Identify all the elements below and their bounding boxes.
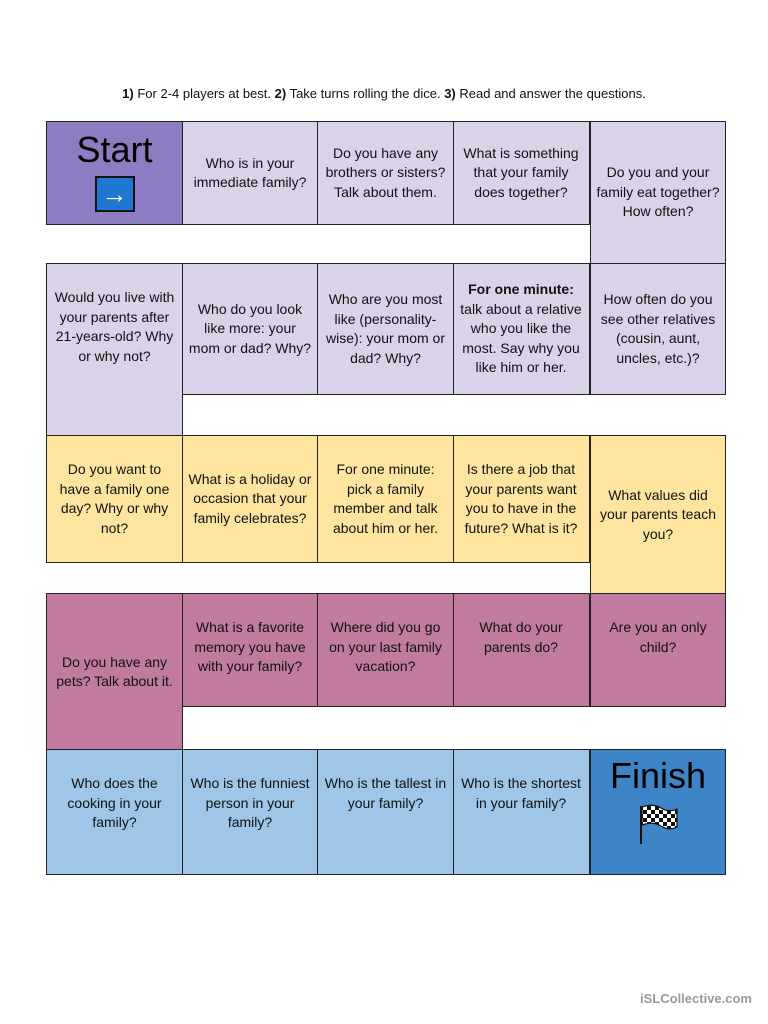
board-cell-r4c2: What is a favorite memory you have with your family? [182,593,319,707]
checkered-flag-icon [635,802,681,846]
finish-cell [590,749,726,875]
board-cell-r3c5: What values did your parents teach you? [590,435,726,595]
board-cell-r2c4: For one minute: talk about a relative who you like the most. Say why you like him or her. [453,263,590,395]
instruction-num-1: 1) [122,86,134,101]
instruction-text-3: Read and answer the questions. [455,86,646,101]
board-cell-r4c4: What do your parents do? [453,593,590,707]
board-cell-r3c1: Do you want to have a family one day? Why or why not? [46,435,183,563]
board-cell-r4c5: Are you an only child? [590,593,726,707]
board-cell-r5c2: Who is the funniest person in your family? [182,749,319,875]
board-cell-r1c4: What is something that your family does together? [453,121,590,225]
right-arrow-icon: → [95,176,135,212]
board-cell-r1c3: Do you have any brothers or sisters? Talk about them. [317,121,454,225]
board-cell-r2c3: Who are you most like (personality-wise): your mom or dad? Why? [317,263,454,395]
instruction-num-2: 2) [274,86,287,101]
board-cell-r3c2: What is a holiday or occasion that your family celebrates? [182,435,319,563]
board-cell-r5c4: Who is the shortest in your family? [453,749,590,875]
instructions [0,86,768,102]
board-cell-r4c3: Where did you go on your last family vacation? [317,593,454,707]
board-cell-r2c5: How often do you see other relatives (cousin, aunt, uncles, etc.)? [590,263,726,395]
board-cell-r5c1: Who does the cooking in your family? [46,749,183,875]
board-cell-r1c5: Do you and your family eat together? How often? [590,121,726,264]
instruction-num-3: 3) [444,86,456,101]
game-board [46,121,726,875]
start-cell [46,121,183,225]
finish-label: Finish [609,755,707,796]
board-cell-r4c1: Do you have any pets? Talk about it. [46,593,183,751]
start-label: Start [76,129,153,170]
watermark: iSLCollective.com [640,991,752,1006]
board-cell-r3c4: Is there a job that your parents want you to have in the future? What is it? [453,435,590,563]
instruction-text-1: For 2-4 players at best. [133,86,275,101]
board-cell-r2c1: Would you live with your parents after 21-years-old? Why or why not? [46,263,183,436]
board-cell-r2c2: Who do you look like more: your mom or dad? Why? [182,263,319,395]
instruction-text-2: Take turns rolling the dice. [286,86,445,101]
board-cell-r1c2: Who is in your immediate family? [182,121,319,225]
board-cell-r5c3: Who is the tallest in your family? [317,749,454,875]
board-cell-r3c3: For one minute: pick a family member and talk about him or her. [317,435,454,563]
for-one-minute-label: For one minute: [468,281,574,298]
